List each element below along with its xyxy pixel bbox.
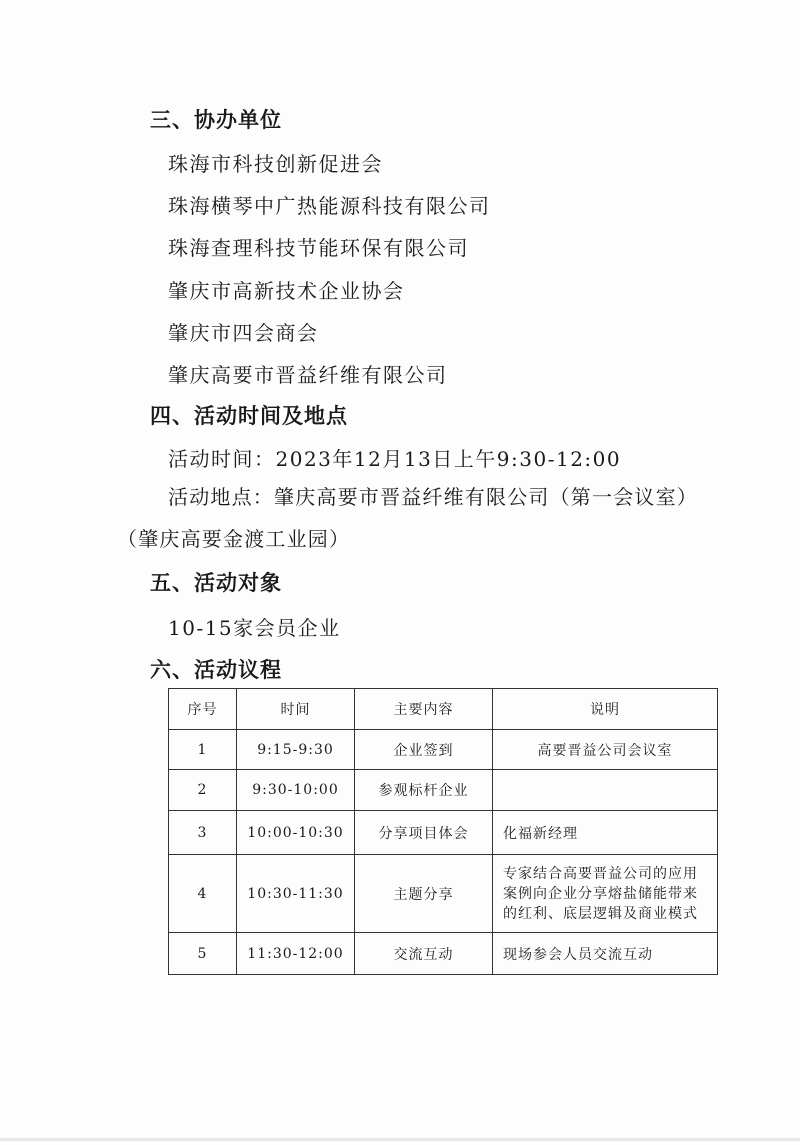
row-time: 11:30-12:00 <box>237 933 355 975</box>
section-5-heading: 五、活动对象 <box>150 570 282 595</box>
row-no: 5 <box>169 933 237 975</box>
table-row <box>169 730 718 770</box>
row-note: 专家结合高要晋益公司的应用案例向企业分享熔盐储能带来的红利、底层逻辑及商业模式 <box>493 855 718 933</box>
section-6-heading: 六、活动议程 <box>150 657 282 682</box>
row-content: 主题分享 <box>355 855 493 933</box>
header-no: 序号 <box>169 689 237 730</box>
co-organizer-6: 肇庆高要市晋益纤维有限公司 <box>168 363 448 387</box>
event-time: 活动时间：2023年12月13日上午9:30-12:00 <box>168 447 622 471</box>
co-organizer-1: 珠海市科技创新促进会 <box>168 152 383 176</box>
agenda-header-row <box>169 689 718 730</box>
event-target: 10-15家会员企业 <box>168 616 341 640</box>
header-content: 主要内容 <box>355 689 493 730</box>
header-note: 说明 <box>493 689 718 730</box>
row-no: 2 <box>169 770 237 811</box>
row-note: 现场参会人员交流互动 <box>493 933 718 975</box>
page-bottom-edge <box>0 1138 800 1141</box>
co-organizer-4: 肇庆市高新技术企业协会 <box>168 279 405 303</box>
co-organizer-3: 珠海查理科技节能环保有限公司 <box>168 236 469 260</box>
co-organizer-2: 珠海横琴中广热能源科技有限公司 <box>168 194 491 218</box>
event-place: 活动地点：肇庆高要市晋益纤维有限公司（第一会议室）（肇庆高要金渡工业园） <box>117 485 698 551</box>
row-content: 交流互动 <box>355 933 493 975</box>
header-time: 时间 <box>237 689 355 730</box>
row-time: 9:30-10:00 <box>237 770 355 811</box>
section-3-heading: 三、协办单位 <box>150 107 282 132</box>
row-time: 9:15-9:30 <box>237 730 355 770</box>
table-row <box>169 855 718 933</box>
row-no: 1 <box>169 730 237 770</box>
table-row <box>169 933 718 975</box>
row-no: 3 <box>169 811 237 855</box>
row-no: 4 <box>169 855 237 933</box>
row-time: 10:30-11:30 <box>237 855 355 933</box>
row-note <box>493 770 718 811</box>
table-row <box>169 770 718 811</box>
table-row <box>169 811 718 855</box>
row-note: 化福新经理 <box>493 811 718 855</box>
co-organizer-5: 肇庆市四会商会 <box>168 321 319 345</box>
row-time: 10:00-10:30 <box>237 811 355 855</box>
row-content: 参观标杆企业 <box>355 770 493 811</box>
row-note: 高要晋益公司会议室 <box>493 730 718 770</box>
section-4-heading: 四、活动时间及地点 <box>150 403 348 428</box>
agenda-table <box>168 688 718 975</box>
row-content: 分享项目体会 <box>355 811 493 855</box>
row-content: 企业签到 <box>355 730 493 770</box>
